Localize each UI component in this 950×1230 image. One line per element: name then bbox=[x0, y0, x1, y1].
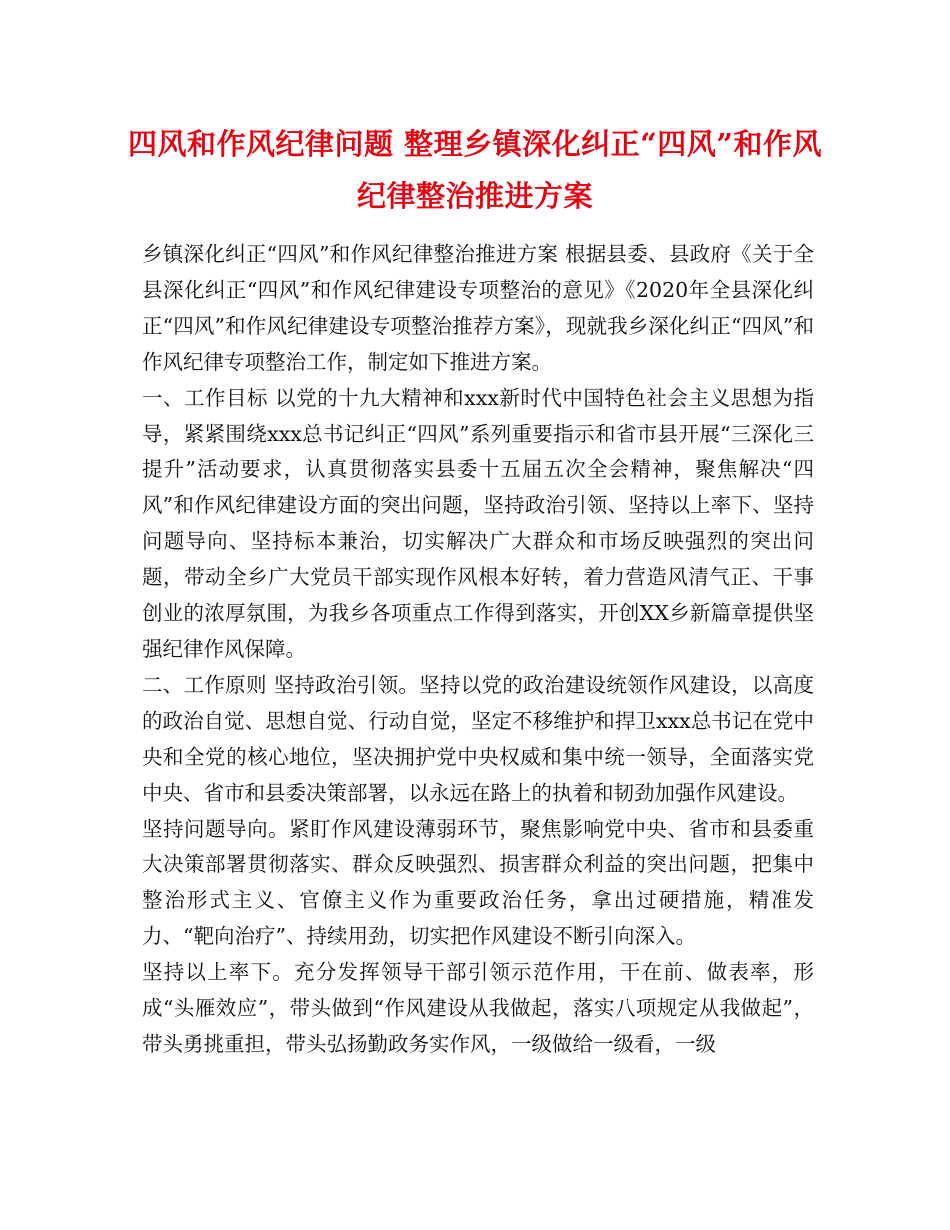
paragraph-work-goals: 一、工作目标 以党的十九大精神和xxx新时代中国特色社会主义思想为指导，紧紧围绕xxx总书记纠正“四风”系列重要指示和省市县开展“三深化三提升”活动要求，认真贯彻落实县委十五届五次全会精神，聚焦解决“四风”和作风纪律建设方面的突出问题，坚持政治引领、坚持以上率下、坚持问题导向、坚持标本兼治，切实解决广大群众和市场反映强烈的突出问题，带动全乡广大党员干部实现作风根本好转，着力营造风清气正、干事创业的浓厚氛围，为我乡各项重点工作得到落实，开创XX乡新篇章提供坚强纪律作风保障。 bbox=[142, 385, 814, 661]
document-title: 四风和作风纪律问题 整理乡镇深化纠正“四风”和作风纪律整治推进方案 bbox=[128, 127, 822, 213]
paragraph-work-principles: 二、工作原则 坚持政治引领。坚持以党的政治建设统领作风建设，以高度的政治自觉、思想自觉、行动自觉，坚定不移维护和捍卫xxx总书记在党中央和全党的核心地位，坚决拥护党中央权威和集中统一领导，全面落实党中央、省市和县委决策部署，以永远在路上的执着和韧劲加强作风建设。 bbox=[142, 672, 814, 805]
paragraph-intro: 乡镇深化纠正“四风”和作风纪律整治推进方案 根据县委、县政府《关于全县深化纠正“四风”和作风纪律建设专项整治的意见》《2020年全县深化纠正“四风”和作风纪律建设专项整治推荐方案》，现就我乡深化纠正“四风”和作风纪律专项整治工作，制定如下推进方案。 bbox=[142, 242, 814, 374]
paragraph-problem-oriented: 坚持问题导向。紧盯作风建设薄弱环节，聚焦影响党中央、省市和县委重大决策部署贯彻落实、群众反映强烈、损害群众利益的突出问题，把集中整治形式主义、官僚主义作为重要政治任务，拿出过硬措施，精准发力、“靶向治疗”、持续用劲，切实把作风建设不断引向深入。 bbox=[142, 816, 814, 949]
document-body bbox=[142, 237, 814, 1063]
paragraph-lead-by-example: 坚持以上率下。充分发挥领导干部引领示范作用，干在前、做表率，形成“头雁效应”，带头做到“作风建设从我做起，落实八项规定从我做起”，带头勇挑重担，带头弘扬勤政务实作风，一级做给一级看，一级 bbox=[142, 960, 814, 1056]
